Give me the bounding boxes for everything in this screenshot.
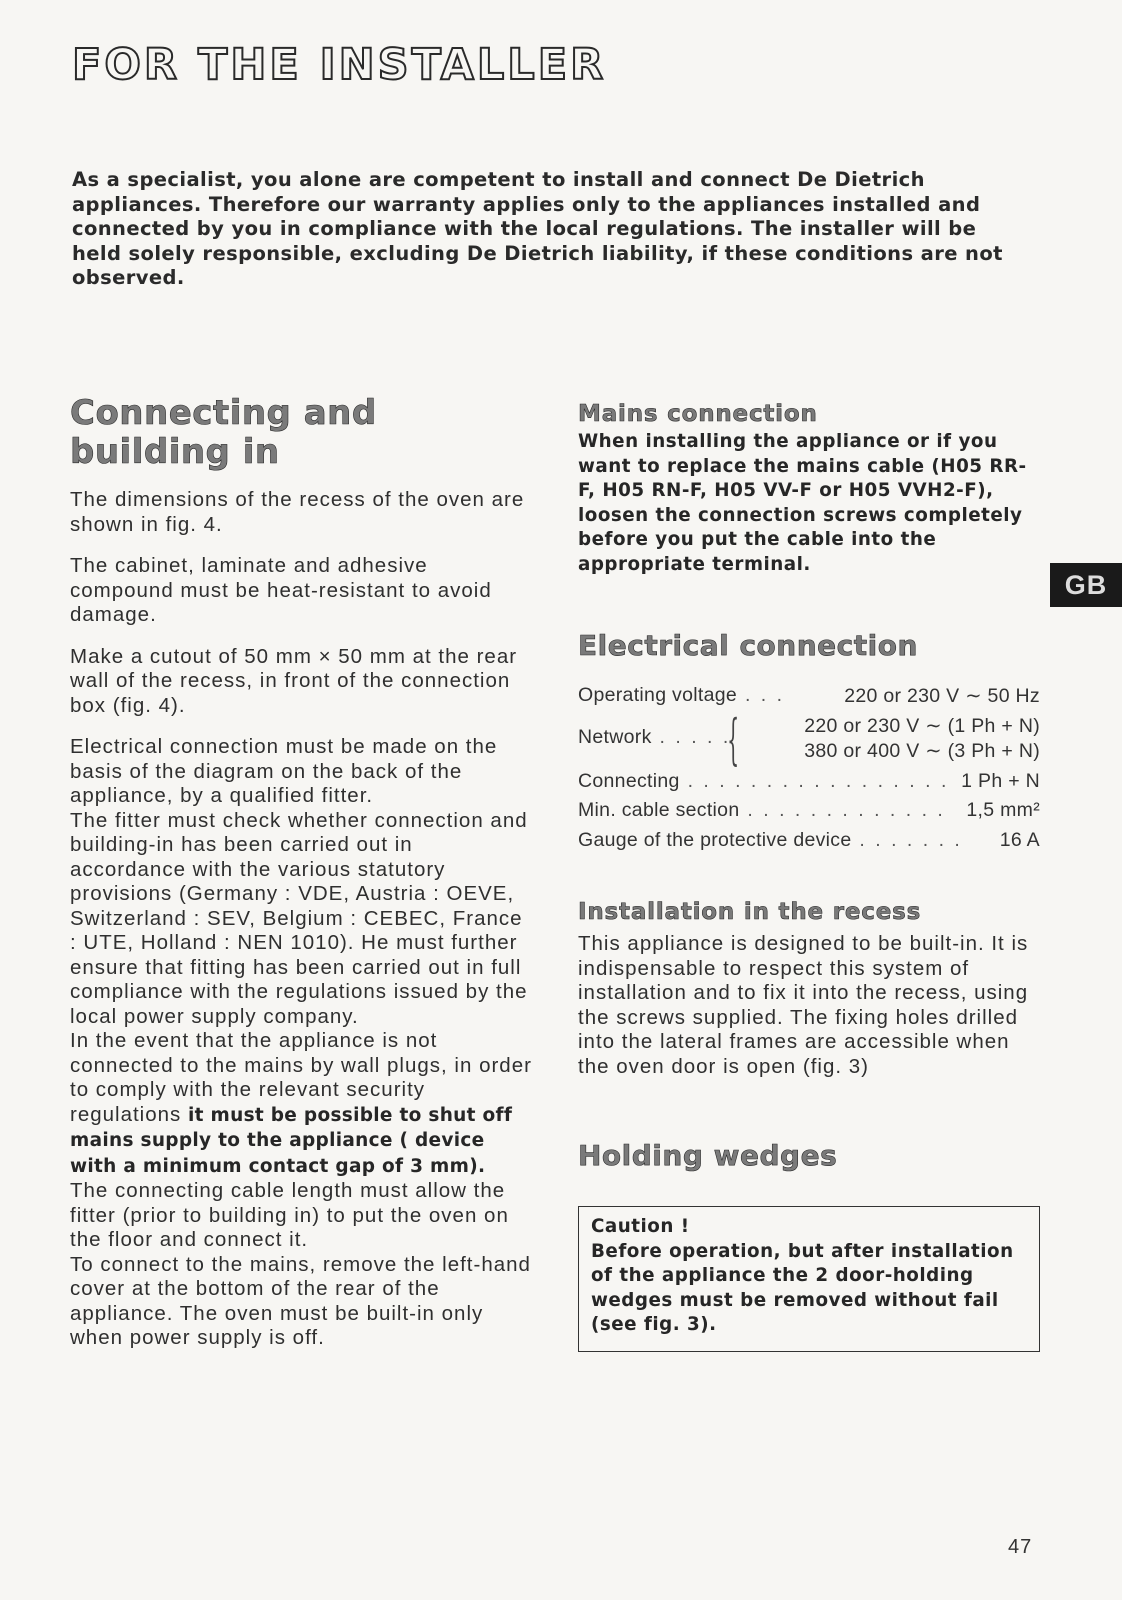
connecting-heading-line1: Connecting and (70, 393, 377, 433)
spec-network: Network . . . . . (578, 726, 731, 748)
connecting-section (70, 394, 532, 1351)
network-value-2: 380 or 400 V ∼ (3 Ph + N) (804, 740, 1040, 762)
gauge-label: Gauge of the protective device (578, 829, 852, 851)
operating-label: Operating voltage (578, 684, 738, 706)
connecting-paragraph-heat: The cabinet, laminate and adhesive compound must be heat-resistant to avoid damage. (70, 554, 492, 626)
mains-text: When installing the appliance or if you want to replace the mains cable (H05 RR-F, H05 RN-F, H05 VV-F or H05 VVH2-F), loosen the connection screws completely before you put the cable into the appropriate terminal. (578, 431, 1027, 575)
connecting-paragraph-shutoff (70, 1029, 532, 1179)
caution-title: Caution ! (591, 1216, 690, 1237)
brace-symbol: { (727, 708, 740, 771)
spec-cable-section: Min. cable section . . . . . . . . . . . . . 1,5 mm² (578, 799, 1040, 821)
installation-heading: Installation in the recess (578, 899, 922, 925)
connecting-paragraph-cutout: Make a cutout of 50 mm × 50 mm at the rear wall of the recess, in front of the connection box (fig. 4). (70, 644, 518, 717)
connecting-paragraph-dimensions: The dimensions of the recess of the oven are shown in fig. 4. (70, 488, 525, 536)
holding-heading: Holding wedges (578, 1139, 838, 1172)
connecting-value: 1 Ph + N (961, 770, 1040, 792)
spec-operating-voltage: Operating voltage . . . 220 or 230 V ∼ 50 Hz (578, 684, 1040, 707)
connecting-heading-line2: building in (70, 432, 280, 472)
spec-connecting: Connecting . . . . . . . . . . . . . . . . . 1 Ph + N (578, 770, 1040, 792)
operating-value: 220 or 230 V ∼ 50 Hz (844, 685, 1040, 707)
connecting-paragraph-fitter: The fitter must check whether connection and building-in has been carried out in accordance with the various statutory provisions (Germany : VDE, Austria : OEVE, Switzerland : SEV, Belgium : CEBEC, France : UTE, Holland : NEN 1010). He must further ensure that fitting has been carried out in full compliance with the regulations issued by the local power supply company. (70, 808, 528, 1028)
page-title: FOR THE INSTALLER (72, 40, 607, 90)
gauge-value: 16 A (999, 829, 1040, 851)
connecting-label: Connecting (578, 770, 680, 792)
shutoff-bold-text: it must be possible to shut off mains supply to the appliance ( device with a minimum contact gap of 3 mm). (70, 1104, 513, 1177)
caution-text: Before operation, but after installation of the appliance the 2 door-holding wedges must be removed without fail (see fig. 3). (591, 1240, 1014, 1335)
caution-box (578, 1206, 1040, 1352)
electrical-heading: Electrical connection (578, 629, 918, 662)
connecting-paragraph-cable-length: The connecting cable length must allow the fitter (prior to building in) to put the oven on the floor and connect it. (70, 1179, 509, 1251)
mains-section (578, 400, 1040, 577)
network-label: Network (578, 726, 652, 748)
mains-heading: Mains connection (578, 401, 818, 427)
connecting-paragraph-diagram: Electrical connection must be made on the basis of the diagram on the back of the appliance, by a qualified fitter. (70, 735, 498, 807)
network-value-1: 220 or 230 V ∼ (1 Ph + N) (804, 715, 1040, 737)
page-number: 47 (1008, 1536, 1033, 1558)
connecting-paragraph-cover: To connect to the mains, remove the left-hand cover at the bottom of the rear of the appliance. The oven must be built-in only when power supply is off. (70, 1252, 531, 1349)
shutoff-text: In the event that the appliance is not connected to the mains by wall plugs, in order to comply with the relevant security regulations (70, 1029, 532, 1126)
installation-section (578, 898, 1040, 1079)
installation-text: This appliance is designed to be built-in. It is indispensable to respect this system of installation and to fix it into the recess, using the screws supplied. The fixing holes drilled into the lateral frames are accessible when the oven door is open (fig. 3) (578, 932, 1029, 1078)
cable-value: 1,5 mm² (966, 799, 1040, 821)
language-tab: GB (1050, 563, 1122, 607)
intro-paragraph: As a specialist, you alone are competent to install and connect De Dietrich appliances. Therefore our warranty applies only to the appliances installed and connected by you in compliance with the local regulations. The installer will be held solely responsible, excluding De Dietrich liability, if these conditions are not observed. (72, 168, 1003, 289)
cable-label: Min. cable section (578, 799, 740, 821)
spec-gauge: Gauge of the protective device . . . . . . . 16 A (578, 829, 1040, 851)
